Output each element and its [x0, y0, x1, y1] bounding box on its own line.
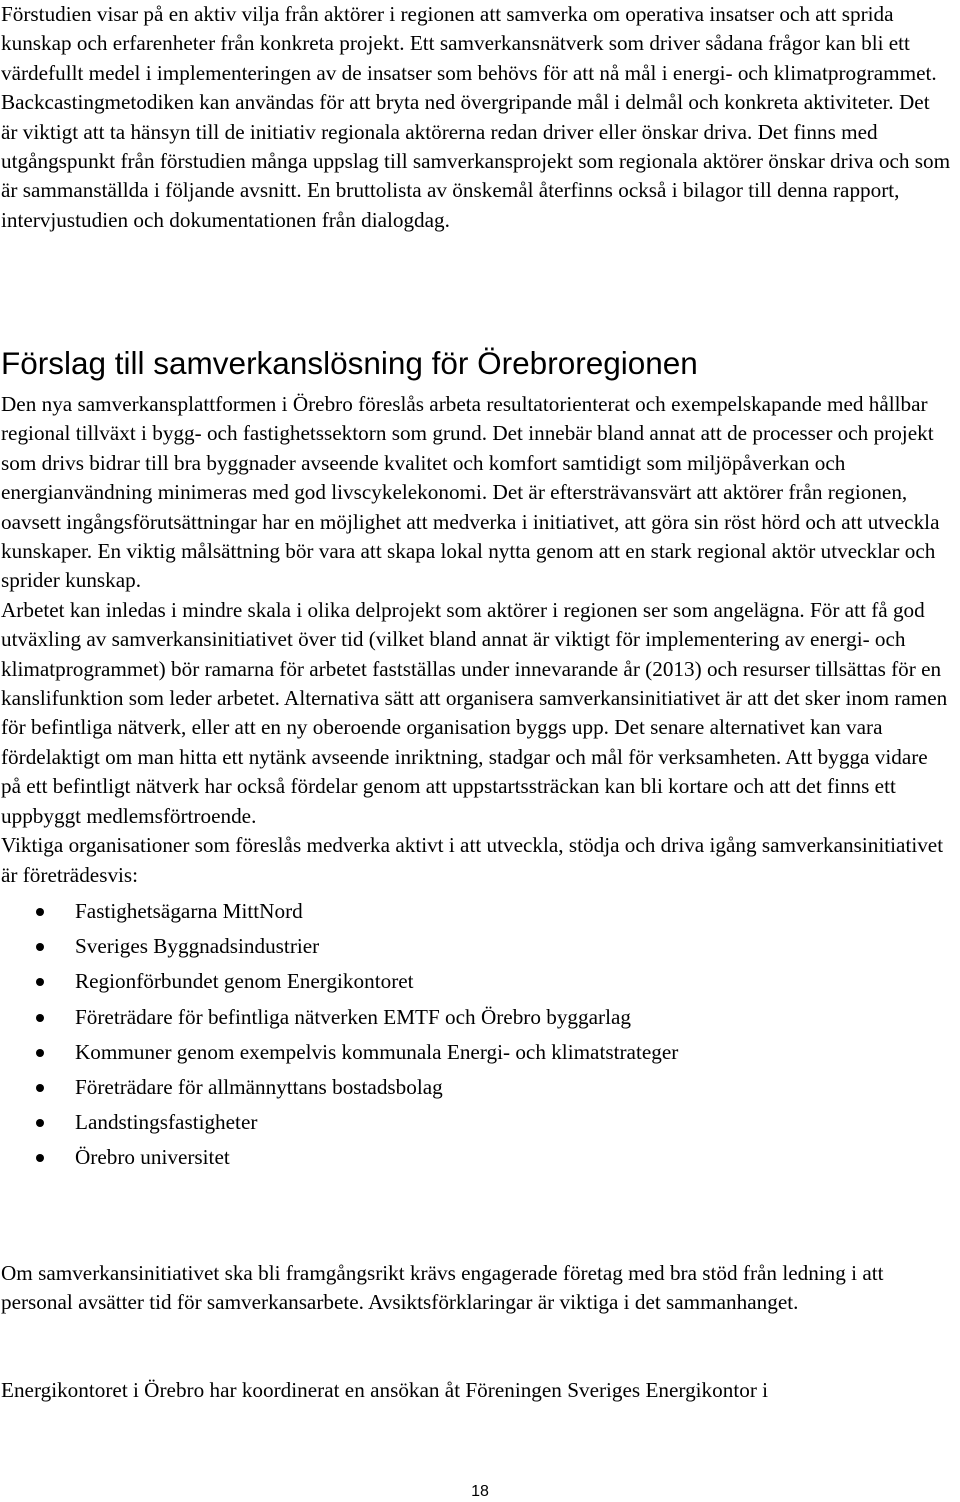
section-heading: Förslag till samverkanslösning för Örebroregionen	[1, 345, 698, 381]
intro-paragraph: Förstudien visar på en aktiv vilja från aktörer i regionen att samverka om operativa insatser och att sprida kunskap och erfarenheter från konkreta projekt. Ett samverkansnätverk som driver sådana frågor kan bli ett värdefullt medel i implementeringen av de insatser som behövs för att nå mål i energi- och klimatprogrammet. Backcastingmetodiken kan användas för att bryta ned övergripande mål i delmål och konkreta aktiviteter. Det är viktigt att ta hänsyn till de initiativ regionala aktörerna redan driver eller önskar driva. Det finns med utgångspunkt från förstudien många uppslag till samverkansprojekt som regionala aktörer önskar driva och som är sammanställda i följande avsnitt. En bruttolista av önskemål återfinns också i bilagor till denna rapport, intervjustudien och dokumentationen från dialogdag.	[1, 2, 951, 232]
bullet-icon	[36, 1049, 44, 1057]
list-item-text: Fastighetsägarna MittNord	[75, 898, 303, 923]
list-item	[1, 1140, 951, 1175]
section-paragraph-1: Den nya samverkansplattformen i Örebro föreslås arbeta resultatorienterat och exempelskapande med hållbar regional tillväxt i bygg- och fastighetssektorn som grund. Det innebär bland annat att de processer och projekt som drivs bidrar till bra byggnader avseende kvalitet och komfort samtidigt som miljöpåverkan och energianvändning minimeras med god livscykelekonomi. Det är eftersträvansvärt att aktörer från regionen, oavsett ingångsförutsättningar har en möjlighet att medverka i initiativet, att göra sin röst hörd och att utveckla kunskaper. En viktig målsättning bör vara att skapa lokal nytta genom att en stark regional aktör utvecklar och sprider kunskap.	[1, 392, 940, 593]
list-item	[1, 1000, 951, 1035]
list-item-text: Regionförbundet genom Energikontoret	[75, 969, 414, 994]
list-item	[1, 894, 951, 929]
bullet-icon	[36, 1119, 44, 1127]
section-paragraph-3: Viktiga organisationer som föreslås medverka aktivt i att utveckla, stödja och driva igång samverkansinitiativet är företrädesvis:	[1, 833, 944, 887]
bullet-icon	[36, 908, 44, 916]
organisation-list	[1, 894, 951, 1176]
list-item	[1, 1035, 951, 1070]
section-body	[1, 390, 951, 1176]
paragraph-after-list: Om samverkansinitiativet ska bli framgångsrikt krävs engagerade företag med bra stöd från ledning i att personal avsätter tid för samverkansarbete. Avsiktsförklaringar är viktiga i det sammanhanget.	[1, 1261, 884, 1315]
list-item-text: Landstingsfastigheter	[75, 1110, 258, 1135]
last-paragraph: Energikontoret i Örebro har koordinerat en ansökan åt Föreningen Sveriges Energikontor i	[1, 1378, 769, 1402]
list-item-text: Kommuner genom exempelvis kommunala Energi- och klimatstrateger	[75, 1039, 679, 1064]
bullet-icon	[36, 978, 44, 986]
list-item-text: Örebro universitet	[75, 1145, 230, 1170]
list-item	[1, 964, 951, 999]
list-item-text: Företrädare för allmännyttans bostadsbolag	[75, 1074, 443, 1099]
section-paragraph-2: Arbetet kan inledas i mindre skala i olika delprojekt som aktörer i regionen ser som angelägna. För att få god utväxling av samverkansinitiativet över tid (vilket bland annat är viktigt för implementering av energi- och klimatprogrammet) bör ramarna för arbetet fastställas under innevarande år (2013) och resurser tillsättas för en kanslifunktion som leder arbetet. Alternativa sätt att organisera samverkansinitiativet är att det sker inom ramen för befintliga nätverk, eller att en ny oberoende organisation byggs upp. Det senare alternativet kan vara fördelaktigt om man hitta ett nytänk avseende inriktning, stadgar och mål för verksamheten. Att bygga vidare på ett befintligt nätverk har också fördelar genom att uppstartssträckan kan bli kortare och att det finns ett uppbyggt medlemsförtroende.	[1, 597, 948, 828]
page-number: 18	[471, 1483, 489, 1500]
bullet-icon	[36, 1154, 44, 1162]
bullet-icon	[36, 1014, 44, 1022]
bullet-icon	[36, 943, 44, 951]
list-item	[1, 1070, 951, 1105]
list-item	[1, 1105, 951, 1140]
list-item	[1, 929, 951, 964]
list-item-text: Sveriges Byggnadsindustrier	[75, 934, 320, 959]
bullet-icon	[36, 1084, 44, 1092]
list-item-text: Företrädare för befintliga nätverken EMTF och Örebro byggarlag	[75, 1004, 631, 1029]
